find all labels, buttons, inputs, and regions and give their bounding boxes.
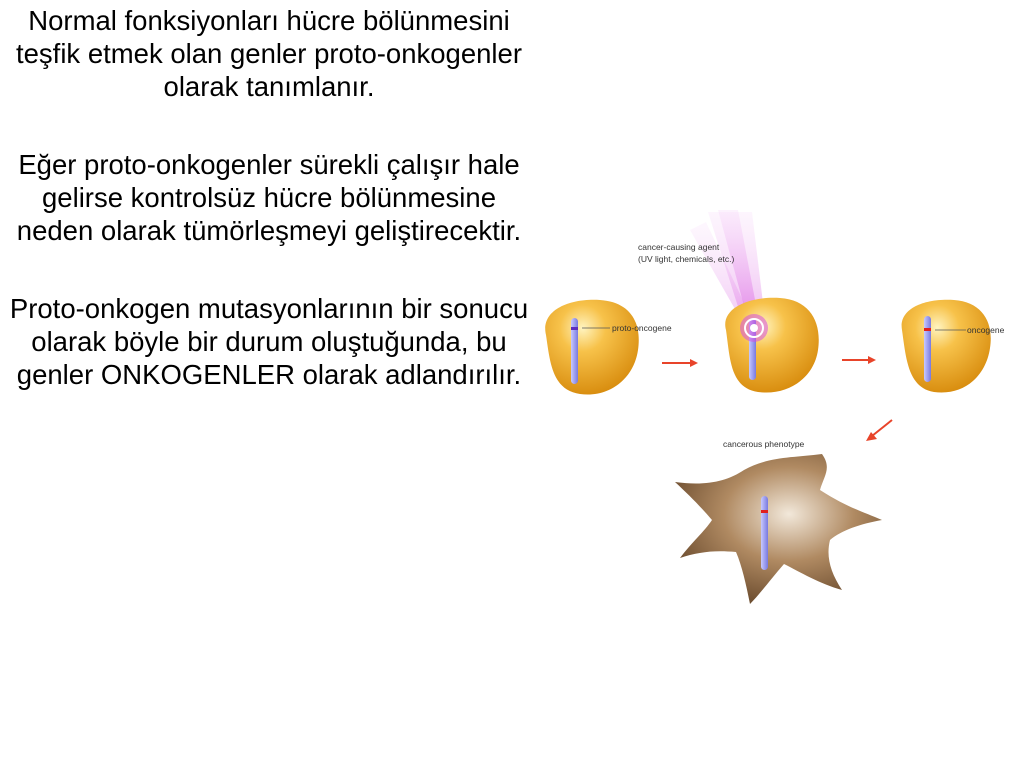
- normal-cell: [545, 300, 639, 395]
- paragraph-1: Normal fonksiyonları hücre bölünmesini teşfik etmek olan genler proto-onkogenler olarak tanımlanır.: [16, 5, 522, 102]
- phenotype-label: cancerous phenotype: [723, 439, 805, 449]
- oncogene-marker: [761, 510, 768, 513]
- oncogene-cell: [902, 300, 991, 393]
- arrow-right-icon: [842, 356, 876, 364]
- proto-oncogene-marker: [571, 327, 578, 330]
- paragraph-3: Proto-onkogen mutasyonlarının bir sonucu olarak böyle bir durum oluştuğunda, bu genler ONKOGENLER olarak adlandırılır.: [9, 293, 529, 390]
- proto-oncogene-label: proto-oncogene: [612, 323, 672, 333]
- arrow-diagonal-icon: [866, 420, 892, 441]
- mutating-cell: [725, 298, 819, 393]
- arrow-right-icon: [662, 359, 698, 367]
- slide-text: [8, 4, 530, 436]
- diagram-svg: [530, 200, 1024, 620]
- oncogene-marker: [924, 328, 931, 331]
- cancer-cell: [675, 454, 882, 604]
- chromosome-icon: [924, 316, 931, 382]
- oncogene-label: oncogene: [967, 325, 1005, 335]
- agent-label-2: (UV light, chemicals, etc.): [638, 254, 735, 264]
- oncogene-diagram: [530, 200, 1024, 620]
- paragraph-2: Eğer proto-onkogenler sürekli çalışır hale gelirse kontrolsüz hücre bölünmesine neden olarak tümörleşmeyi geliştirecektir.: [16, 149, 522, 246]
- agent-label-1: cancer-causing agent: [638, 242, 720, 252]
- chromosome-icon: [761, 496, 768, 570]
